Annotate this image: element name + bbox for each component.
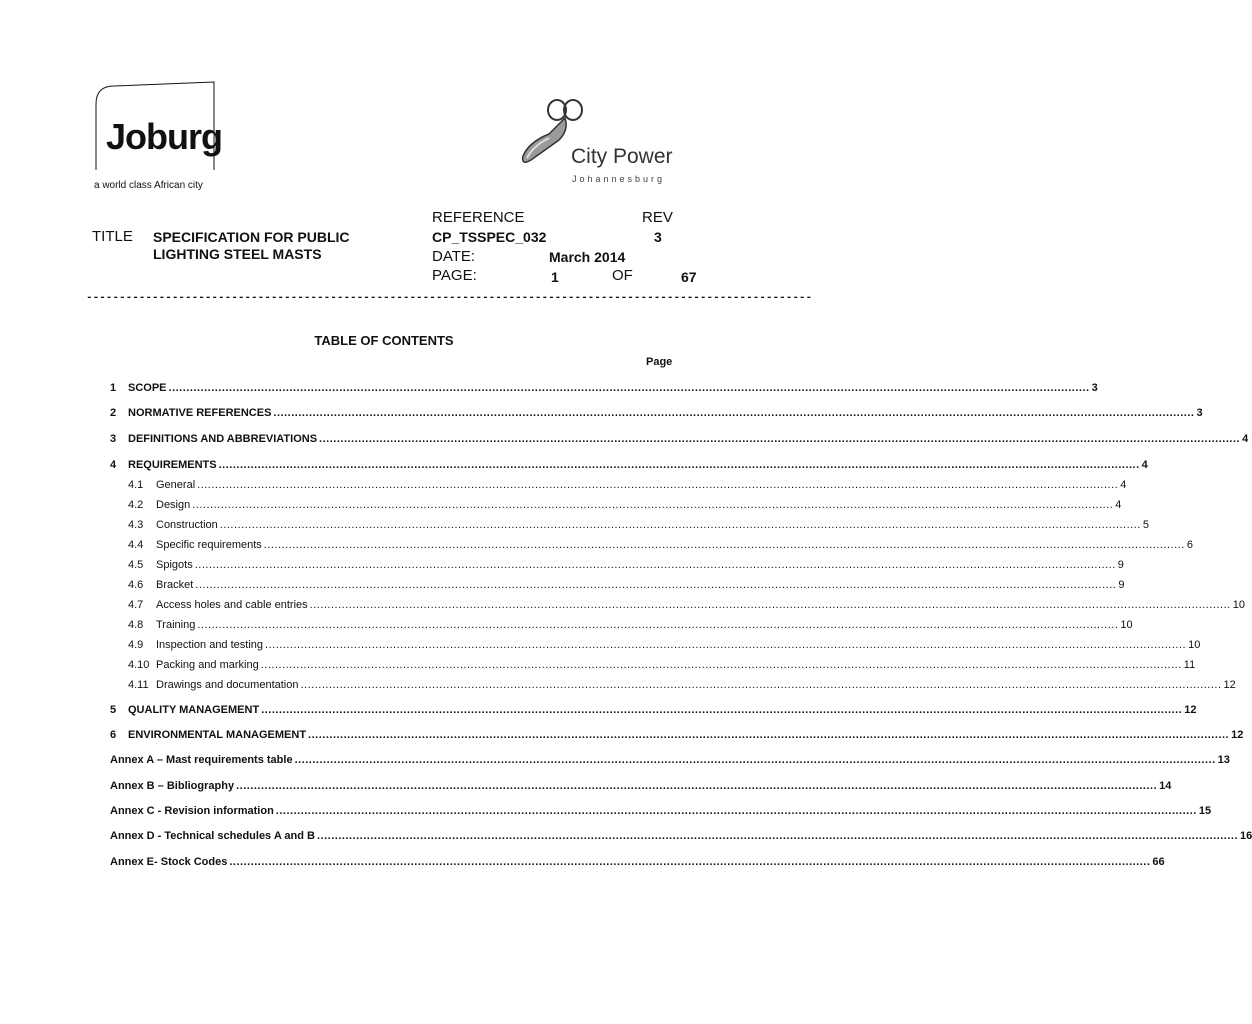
toc-entry-label: Bracket (156, 579, 194, 591)
date-value: March 2014 (549, 249, 626, 265)
toc-entry-label: Construction (156, 519, 218, 531)
page-value: 1 (551, 269, 559, 285)
toc-heading: TABLE OF CONTENTS (314, 333, 454, 348)
toc-entry-label: Access holes and cable entries (156, 599, 308, 611)
toc-entry-page: 10 (1188, 639, 1201, 651)
toc-entry[interactable] (110, 381, 1098, 395)
toc-entry[interactable] (128, 578, 1125, 592)
toc-entry-page: 12 (1184, 704, 1197, 716)
toc-leader-dots (310, 598, 1231, 612)
date-label: DATE: (432, 248, 476, 265)
toc-entry-number: 4.4 (128, 539, 144, 551)
toc-entry-page: 3 (1196, 407, 1203, 419)
toc-entry-label: DEFINITIONS AND ABBREVIATIONS (128, 433, 318, 445)
toc-entry[interactable] (110, 728, 1244, 742)
toc-entry-page: 4 (1120, 479, 1127, 491)
document-title-line1: SPECIFICATION FOR PUBLIC (153, 229, 350, 245)
toc-entry[interactable] (128, 638, 1201, 652)
toc-leader-dots (219, 458, 1140, 472)
toc-leader-dots (197, 478, 1118, 492)
title-label: TITLE (92, 228, 133, 245)
toc-leader-dots (300, 678, 1221, 692)
toc-entry[interactable] (110, 753, 1230, 767)
toc-entry-label: Training (156, 619, 196, 631)
toc-entry-number: 4 (110, 459, 117, 471)
toc-entry-number: 4.9 (128, 639, 144, 651)
toc-entry-label: Design (156, 499, 191, 511)
toc-entry-label: NORMATIVE REFERENCES (128, 407, 272, 419)
toc-leader-dots (195, 558, 1116, 572)
toc-leader-dots (276, 804, 1197, 818)
toc-page-column-label: Page (646, 356, 673, 368)
toc-leader-dots (197, 618, 1118, 632)
toc-entry-page: 4 (1141, 459, 1148, 471)
toc-entry-page: 3 (1091, 382, 1098, 394)
toc-entry-label: Annex D - Technical schedules A and B (110, 830, 315, 842)
toc-entry[interactable] (128, 538, 1193, 552)
toc-entry-label: General (156, 479, 196, 491)
document-title-line2: LIGHTING STEEL MASTS (153, 246, 322, 262)
toc-entry-page: 4 (1115, 499, 1122, 511)
toc-entry-label: Annex A – Mast requirements table (110, 754, 293, 766)
toc-entry-number: 4.5 (128, 559, 144, 571)
toc-leader-dots (192, 498, 1113, 512)
toc-entry-page: 12 (1231, 729, 1244, 741)
toc-entry-label: Spigots (156, 559, 193, 571)
city-power-name: City Power (571, 145, 673, 168)
toc-leader-dots (220, 518, 1141, 532)
toc-entry-page: 6 (1186, 539, 1193, 551)
joburg-logo-text: Joburg (106, 116, 222, 157)
toc-entry[interactable] (128, 658, 1196, 672)
toc-entry[interactable] (128, 478, 1127, 492)
toc-entry-number: 4.2 (128, 499, 144, 511)
toc-entry-page: 4 (1242, 433, 1249, 445)
toc-entry-page: 66 (1152, 856, 1165, 868)
of-label: OF (612, 267, 633, 284)
toc-entry-page: 12 (1223, 679, 1236, 691)
toc-entry-label: Annex C - Revision information (110, 805, 274, 817)
toc-entry-number: 4.3 (128, 519, 144, 531)
toc-entry-number: 4.10 (128, 659, 150, 671)
toc-entry-label: Annex E- Stock Codes (110, 856, 228, 868)
reference-label: REFERENCE (432, 209, 525, 226)
toc-entry-number: 2 (110, 407, 117, 419)
toc-entry[interactable] (110, 829, 1252, 843)
toc-entry-number: 3 (110, 433, 117, 445)
toc-leader-dots (317, 829, 1238, 843)
toc-entry-label: REQUIREMENTS (128, 459, 217, 471)
toc-entry-page: 9 (1117, 559, 1124, 571)
city-power-city: Johannesburg (572, 174, 666, 184)
toc-entry-label: Packing and marking (156, 659, 259, 671)
toc-entry-label: ENVIRONMENTAL MANAGEMENT (128, 729, 307, 741)
toc-entry[interactable] (128, 618, 1133, 632)
toc-entry[interactable] (128, 498, 1122, 512)
toc-entry-page: 15 (1198, 805, 1212, 817)
toc-entry-page: 9 (1118, 579, 1125, 591)
toc-entry-page: 5 (1142, 519, 1149, 531)
toc-leader-dots (308, 728, 1229, 742)
toc-leader-dots (195, 578, 1116, 592)
of-value: 67 (681, 269, 697, 285)
toc-entry-label: Inspection and testing (156, 639, 264, 651)
toc-entry-number: 4.8 (128, 619, 144, 631)
toc-entry-number: 4.11 (128, 679, 149, 691)
toc-entry[interactable] (110, 779, 1172, 793)
toc-entry-page: 13 (1217, 754, 1230, 766)
toc-entry[interactable] (128, 518, 1149, 532)
toc-leader-dots (295, 753, 1216, 767)
toc-entry-number: 6 (110, 729, 117, 741)
toc-entry-number: 1 (110, 382, 117, 394)
toc-entry[interactable] (128, 678, 1236, 692)
rev-value: 3 (654, 229, 662, 245)
toc-entry[interactable] (110, 855, 1165, 869)
toc-entry-number: 5 (110, 704, 117, 716)
reference-value: CP_TSSPEC_032 (432, 229, 547, 245)
toc-leader-dots (264, 538, 1185, 552)
toc-entry-label: Drawings and documentation (156, 679, 299, 691)
toc-entry[interactable] (110, 458, 1148, 472)
toc-entry[interactable] (110, 804, 1212, 818)
toc-entry-number: 4.6 (128, 579, 144, 591)
toc-entry[interactable] (128, 558, 1124, 572)
toc-entry-number: 4.7 (128, 599, 144, 611)
header-divider: -------------------------------------------------------------------------------------------------------------- (86, 292, 813, 304)
toc-entry-label: QUALITY MANAGEMENT (128, 704, 260, 716)
toc-leader-dots (261, 703, 1182, 717)
toc-entry-page: 16 (1240, 830, 1252, 842)
toc-entry[interactable] (110, 703, 1197, 717)
toc-entry-label: Specific requirements (156, 539, 262, 551)
toc-leader-dots (261, 658, 1182, 672)
toc-entry-page: 11 (1183, 659, 1196, 671)
joburg-tagline: a world class African city (94, 180, 203, 191)
rev-label: REV (642, 209, 673, 226)
toc-leader-dots (265, 638, 1186, 652)
toc-leader-dots (319, 432, 1240, 446)
toc-entry-page: 14 (1159, 780, 1172, 792)
toc-entry-label: SCOPE (128, 382, 167, 394)
toc-entry-page: 10 (1120, 619, 1133, 631)
toc-entry-label: Annex B – Bibliography (110, 780, 235, 792)
toc-entry[interactable] (128, 598, 1245, 612)
toc-entry[interactable] (110, 406, 1203, 420)
toc-entry-number: 4.1 (128, 479, 144, 491)
toc-leader-dots (229, 855, 1150, 869)
toc-leader-dots (273, 406, 1194, 420)
toc-entry-page: 10 (1232, 599, 1245, 611)
page-label: PAGE: (432, 267, 477, 284)
toc-leader-dots (236, 779, 1157, 793)
toc-leader-dots (169, 381, 1090, 395)
toc-entry[interactable] (110, 432, 1249, 446)
